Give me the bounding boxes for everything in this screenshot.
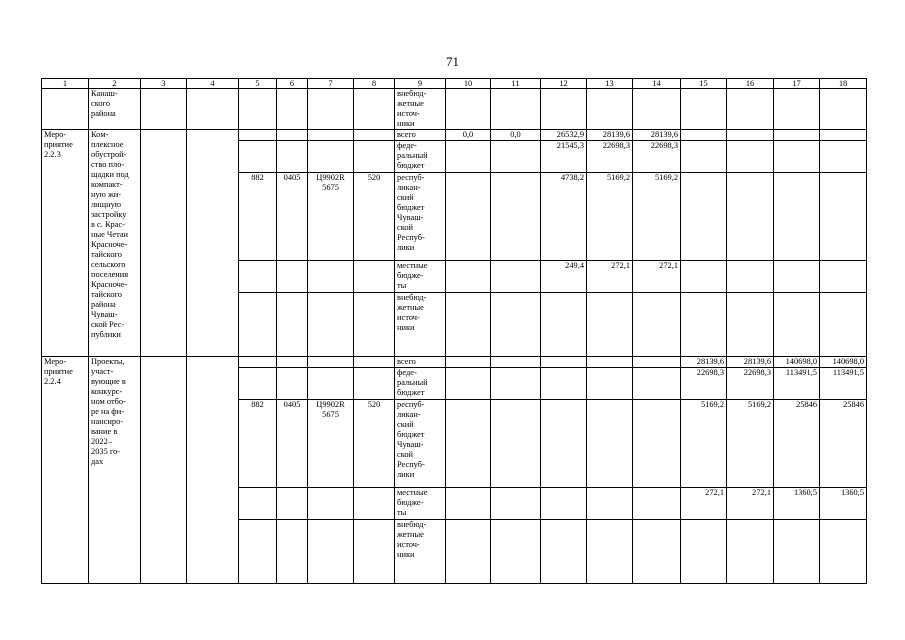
empty-cell bbox=[239, 368, 277, 400]
value-cell bbox=[681, 293, 727, 357]
value-cell: 5169,2 bbox=[633, 173, 681, 261]
empty-cell bbox=[308, 130, 354, 141]
value-cell bbox=[774, 141, 820, 173]
column-number: 14 bbox=[633, 79, 681, 89]
funding-source: внебюд- жетные источ- ники bbox=[395, 89, 446, 130]
value-cell bbox=[491, 141, 541, 173]
measure-description: Проекты, участ- вующие в конкурс- ном отбо- ре на фи- нансиро- вание в 2022– 2035 го- дах bbox=[89, 357, 141, 584]
code-cell: 520 bbox=[354, 173, 395, 261]
column-number: 4 bbox=[187, 79, 239, 89]
empty-cell bbox=[308, 357, 354, 368]
column-number: 8 bbox=[354, 79, 395, 89]
column-number: 10 bbox=[446, 79, 491, 89]
empty-cell bbox=[239, 293, 277, 357]
column-number-row bbox=[42, 79, 867, 89]
empty-cell bbox=[354, 141, 395, 173]
value-cell: 113491,5 bbox=[820, 368, 867, 400]
empty-cell bbox=[354, 368, 395, 400]
empty-cell bbox=[187, 130, 239, 357]
value-cell bbox=[587, 488, 633, 520]
value-cell bbox=[774, 261, 820, 293]
value-cell: 25846 bbox=[774, 400, 820, 488]
empty-cell bbox=[239, 141, 277, 173]
measure-id: Меро- приятие 2.2.3 bbox=[42, 130, 89, 357]
funding-source: внебюд- жетные источ- ники bbox=[395, 293, 446, 357]
value-cell bbox=[446, 293, 491, 357]
column-number: 9 bbox=[395, 79, 446, 89]
empty-cell bbox=[354, 357, 395, 368]
empty-cell bbox=[308, 293, 354, 357]
value-cell: 249,4 bbox=[541, 261, 587, 293]
empty-cell bbox=[308, 141, 354, 173]
column-number: 6 bbox=[277, 79, 308, 89]
column-number: 7 bbox=[308, 79, 354, 89]
value-cell: 0,0 bbox=[491, 130, 541, 141]
value-cell: 5169,2 bbox=[727, 400, 774, 488]
value-cell: 272,1 bbox=[727, 488, 774, 520]
value-cell bbox=[774, 293, 820, 357]
value-cell: 5169,2 bbox=[681, 400, 727, 488]
value-cell: 28139,6 bbox=[681, 357, 727, 368]
empty-cell bbox=[308, 520, 354, 584]
value-cell bbox=[633, 400, 681, 488]
funding-source: феде- ральный бюджет bbox=[395, 141, 446, 173]
empty-cell bbox=[277, 368, 308, 400]
value-cell bbox=[727, 520, 774, 584]
code-cell: 0405 bbox=[277, 173, 308, 261]
value-cell bbox=[820, 520, 867, 584]
value-cell bbox=[491, 520, 541, 584]
measure-id: Меро- приятие 2.2.4 bbox=[42, 357, 89, 584]
value-cell bbox=[727, 173, 774, 261]
value-cell bbox=[633, 293, 681, 357]
continuation-row bbox=[42, 89, 867, 130]
measure-row bbox=[42, 130, 867, 141]
value-cell bbox=[541, 293, 587, 357]
funding-source: респуб- ликан- ский бюджет Чуваш- ской Респуб- лики bbox=[395, 400, 446, 488]
value-cell: 28139,6 bbox=[727, 357, 774, 368]
empty-cell bbox=[308, 261, 354, 293]
empty-cell bbox=[277, 261, 308, 293]
value-cell bbox=[541, 357, 587, 368]
empty-cell bbox=[239, 357, 277, 368]
value-cell: 28139,6 bbox=[633, 130, 681, 141]
value-cell bbox=[491, 400, 541, 488]
value-cell bbox=[681, 520, 727, 584]
column-number: 15 bbox=[681, 79, 727, 89]
empty-cell bbox=[277, 520, 308, 584]
value-cell bbox=[541, 368, 587, 400]
column-number: 16 bbox=[727, 79, 774, 89]
empty-cell bbox=[239, 520, 277, 584]
value-cell bbox=[633, 357, 681, 368]
funding-source: всего bbox=[395, 357, 446, 368]
value-cell bbox=[541, 400, 587, 488]
value-cell bbox=[587, 400, 633, 488]
value-cell: 5169,2 bbox=[587, 173, 633, 261]
empty-cell bbox=[141, 357, 187, 584]
value-cell: 272,1 bbox=[587, 261, 633, 293]
value-cell bbox=[681, 173, 727, 261]
value-cell: 22698,3 bbox=[587, 141, 633, 173]
empty-cell bbox=[239, 261, 277, 293]
value-cell: 140698,0 bbox=[774, 357, 820, 368]
value-cell bbox=[587, 293, 633, 357]
value-cell bbox=[446, 400, 491, 488]
value-cell bbox=[727, 141, 774, 173]
value-cell bbox=[446, 173, 491, 261]
funding-source: всего bbox=[395, 130, 446, 141]
column-number: 5 bbox=[239, 79, 277, 89]
funding-source: респуб- ликан- ский бюджет Чуваш- ской Респуб- лики bbox=[395, 173, 446, 261]
code-cell: 520 bbox=[354, 400, 395, 488]
column-number: 12 bbox=[541, 79, 587, 89]
funding-source: местные бюдже- ты bbox=[395, 488, 446, 520]
value-cell bbox=[491, 293, 541, 357]
code-cell: 882 bbox=[239, 173, 277, 261]
column-number: 13 bbox=[587, 79, 633, 89]
empty-cell bbox=[354, 261, 395, 293]
empty-cell bbox=[277, 130, 308, 141]
value-cell bbox=[446, 261, 491, 293]
value-cell bbox=[587, 520, 633, 584]
value-cell bbox=[633, 520, 681, 584]
column-number: 1 bbox=[42, 79, 89, 89]
value-cell bbox=[491, 368, 541, 400]
empty-cell bbox=[277, 293, 308, 357]
value-cell: 140698,0 bbox=[820, 357, 867, 368]
value-cell bbox=[727, 261, 774, 293]
value-cell: 272,1 bbox=[681, 488, 727, 520]
value-cell bbox=[541, 488, 587, 520]
empty-cell bbox=[239, 488, 277, 520]
empty-cell bbox=[141, 130, 187, 357]
value-cell bbox=[820, 173, 867, 261]
value-cell bbox=[681, 261, 727, 293]
value-cell: 22698,3 bbox=[633, 141, 681, 173]
value-cell bbox=[541, 520, 587, 584]
value-cell bbox=[820, 261, 867, 293]
funding-source: местные бюдже- ты bbox=[395, 261, 446, 293]
value-cell bbox=[491, 261, 541, 293]
value-cell bbox=[820, 293, 867, 357]
value-cell bbox=[491, 357, 541, 368]
empty-cell bbox=[354, 520, 395, 584]
empty-cell bbox=[354, 130, 395, 141]
column-number: 2 bbox=[89, 79, 141, 89]
value-cell bbox=[820, 130, 867, 141]
empty-cell bbox=[354, 488, 395, 520]
empty-cell bbox=[239, 130, 277, 141]
empty-cell bbox=[277, 488, 308, 520]
funding-source: внебюд- жетные источ- ники bbox=[395, 520, 446, 584]
value-cell: 22698,3 bbox=[681, 368, 727, 400]
value-cell bbox=[727, 293, 774, 357]
empty-cell bbox=[187, 357, 239, 584]
value-cell: 25846 bbox=[820, 400, 867, 488]
value-cell: 272,1 bbox=[633, 261, 681, 293]
value-cell: 21545,3 bbox=[541, 141, 587, 173]
value-cell: 1360,5 bbox=[774, 488, 820, 520]
value-cell: 113491,5 bbox=[774, 368, 820, 400]
column-number: 3 bbox=[141, 79, 187, 89]
budget-table bbox=[41, 78, 867, 584]
value-cell: 22698,3 bbox=[727, 368, 774, 400]
value-cell bbox=[446, 520, 491, 584]
value-cell bbox=[681, 130, 727, 141]
value-cell bbox=[727, 130, 774, 141]
empty-cell bbox=[277, 357, 308, 368]
column-number: 11 bbox=[491, 79, 541, 89]
value-cell bbox=[491, 488, 541, 520]
measure-row bbox=[42, 357, 867, 368]
value-cell bbox=[446, 357, 491, 368]
value-cell: 4738,2 bbox=[541, 173, 587, 261]
empty-cell bbox=[308, 488, 354, 520]
code-cell: Ц9902R 5675 bbox=[308, 400, 354, 488]
value-cell bbox=[587, 357, 633, 368]
value-cell bbox=[774, 520, 820, 584]
value-cell bbox=[491, 173, 541, 261]
empty-cell bbox=[308, 368, 354, 400]
value-cell bbox=[446, 488, 491, 520]
code-cell: 0405 bbox=[277, 400, 308, 488]
empty-cell bbox=[354, 293, 395, 357]
value-cell: 0,0 bbox=[446, 130, 491, 141]
column-number: 17 bbox=[774, 79, 820, 89]
value-cell: 28139,6 bbox=[587, 130, 633, 141]
value-cell bbox=[633, 488, 681, 520]
value-cell bbox=[774, 130, 820, 141]
column-number: 18 bbox=[820, 79, 867, 89]
code-cell: Ц9902R 5675 bbox=[308, 173, 354, 261]
value-cell bbox=[633, 368, 681, 400]
value-cell bbox=[820, 141, 867, 173]
funding-source: феде- ральный бюджет bbox=[395, 368, 446, 400]
code-cell: 882 bbox=[239, 400, 277, 488]
value-cell: 26532,9 bbox=[541, 130, 587, 141]
empty-cell bbox=[277, 141, 308, 173]
value-cell bbox=[681, 141, 727, 173]
value-cell bbox=[446, 141, 491, 173]
value-cell bbox=[587, 368, 633, 400]
page-number: 71 bbox=[446, 54, 459, 69]
measure-description: Ком- плексное обустрой- ство пло- щадки под компакт- ную жи- лищную застройку в с. Крас- ные Четаи Красноче- тайского сельского поселения Красноче- тайского района Чуваш- ской Рес- публики bbox=[89, 130, 141, 357]
continued-name: Канаш- ского района bbox=[89, 89, 141, 130]
value-cell: 1360,5 bbox=[820, 488, 867, 520]
value-cell bbox=[446, 368, 491, 400]
value-cell bbox=[774, 173, 820, 261]
